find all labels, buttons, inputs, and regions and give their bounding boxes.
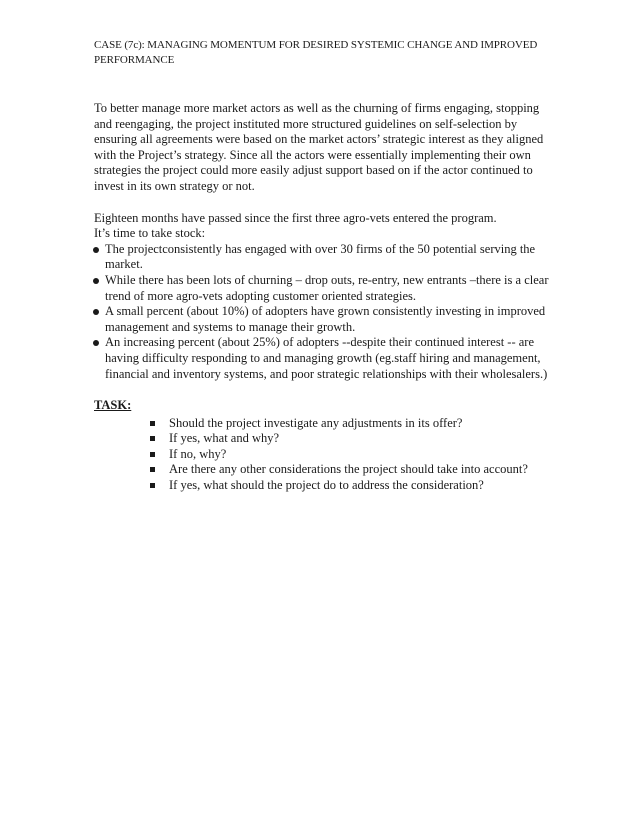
- square-bullet-icon: [150, 421, 155, 426]
- list-item: [94, 335, 554, 382]
- task-bullet-list: [94, 416, 554, 494]
- square-bullet-icon: [150, 483, 155, 488]
- task-heading: TASK:: [94, 398, 132, 413]
- bullet-text: A small percent (about 10%) of adopters have grown consistently investing in improved management and systems to manage their growth.: [105, 304, 546, 334]
- task-text: Are there any other considerations the project should take into account?: [169, 462, 528, 477]
- case-title: CASE (7c): MANAGING MOMENTUM FOR DESIRED SYSTEMIC CHANGE AND IMPROVED PERFORMANCE: [94, 39, 538, 66]
- square-bullet-icon: [150, 452, 155, 457]
- document-page: [94, 38, 554, 494]
- stock-bullet-list: [94, 242, 554, 382]
- task-text: If yes, what should the project do to address the consideration?: [169, 478, 484, 493]
- list-item: [94, 304, 554, 335]
- bullet-dot-icon: [93, 340, 99, 346]
- list-item: [94, 273, 554, 304]
- bullet-dot-icon: [93, 278, 99, 284]
- bullet-text: While there has been lots of churning – drop outs, re-entry, new entrants –there is a clear trend of more agro-vets adopting customer oriented strategies.: [105, 272, 549, 303]
- bullet-dot-icon: [93, 309, 99, 315]
- list-item: [150, 462, 554, 478]
- task-text: Should the project investigate any adjustments in its offer?: [169, 415, 463, 430]
- list-item: [150, 416, 554, 432]
- list-item: [150, 431, 554, 447]
- list-item: [150, 478, 554, 494]
- list-item: [150, 447, 554, 463]
- bullet-dot-icon: [93, 247, 99, 253]
- bullet-text: The projectconsistently has engaged with over 30 firms of the 50 potential serving the market.: [105, 241, 536, 272]
- status-line-2: It’s time to take stock:: [94, 226, 206, 241]
- intro-paragraph: To better manage more market actors as well as the churning of firms engaging, stopping and reengaging, the project instituted more structured guidelines on self-selection by ensuring all agreements were based on the market actors’ strategic interest as they aligned with the Project’s strategy. Since all the actors were essentially implementing their own strategies the project could more easily adjust support based on if the actor continued to invest in its own strategy or not.: [94, 101, 544, 193]
- status-line-1: Eighteen months have passed since the first three agro-vets entered the program.: [94, 210, 497, 225]
- task-text: If yes, what and why?: [169, 431, 280, 446]
- square-bullet-icon: [150, 436, 155, 441]
- square-bullet-icon: [150, 467, 155, 472]
- list-item: [94, 242, 554, 273]
- bullet-text: An increasing percent (about 25%) of adopters --despite their continued interest -- are having difficulty responding to and managing growth (eg.staff hiring and management, financial and inventory systems, and poor strategic relationships with their wholesalers.): [105, 335, 548, 381]
- task-text: If no, why?: [169, 446, 227, 461]
